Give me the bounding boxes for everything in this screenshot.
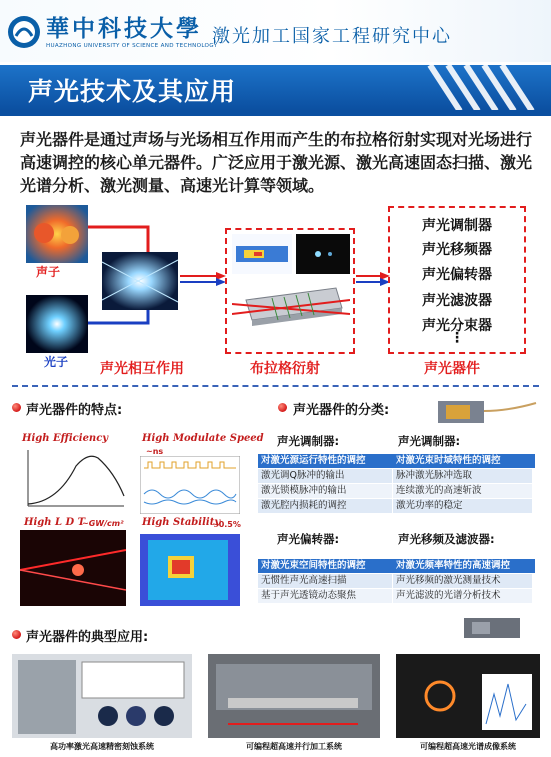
photon-image xyxy=(26,295,88,353)
photon-label: 光子 xyxy=(44,355,69,369)
section-divider xyxy=(12,385,539,387)
class-title-1: 声光调制器: xyxy=(277,434,340,448)
bullet-icon xyxy=(12,403,21,412)
class-row: 激光腔内损耗的调控 xyxy=(258,499,392,513)
center-name: 激光加工国家工程研究中心 xyxy=(212,26,452,47)
class-title-4: 声光移频及滤波器: xyxy=(398,532,495,546)
university-logo-icon xyxy=(6,14,42,50)
university-name-en: HUAZHONG UNIVERSITY OF SCIENCE AND TECHNOLOGY xyxy=(46,43,218,49)
plot-title-stability: High Stability xyxy=(142,517,221,528)
phonon-image xyxy=(26,205,88,263)
interaction-arrow xyxy=(180,270,226,290)
bragg-field-image xyxy=(232,234,292,274)
devices-caption: 声光器件 xyxy=(424,361,480,377)
class-table-header-3: 对激光束空间特性的调控 xyxy=(258,559,395,573)
classification-heading: 声光器件的分类: xyxy=(293,403,390,418)
class-row: 激光锁模脉冲的输出 xyxy=(258,484,392,498)
class-table-header-2: 对激光束时域特性的调控 xyxy=(393,454,535,468)
bragg-crystal-image xyxy=(232,278,350,340)
app-parallel-image xyxy=(208,654,380,738)
bragg-pattern-image xyxy=(296,234,350,274)
applications-heading: 声光器件的典型应用: xyxy=(26,630,149,645)
title-stripes-icon xyxy=(420,65,551,111)
class-row: 声光移频的激光测量技术 xyxy=(393,574,532,588)
class-row: 无惯性声光高速扫描 xyxy=(258,574,392,588)
device-splitter: 声光分束器 xyxy=(422,318,492,334)
intro-paragraph: 声光器件是通过声场与光场相互作用而产生的布拉格衍射实现对光场进行高速调控的核心单元器件。广泛应用于激光源、激光高速固态扫描、激光光谱分析、激光测量、高速光计算等领域。 xyxy=(20,130,533,195)
interaction-image xyxy=(102,252,178,310)
interaction-caption: 声光相互作用 xyxy=(100,361,184,377)
device-shifter: 声光移频器 xyxy=(422,242,492,258)
university-name: 華中科技大學 xyxy=(46,15,202,42)
ldt-laser-image xyxy=(20,530,126,606)
device-modulator: 声光调制器 xyxy=(422,218,492,234)
stability-annotation: ~0.5% xyxy=(212,520,241,529)
ldt-annotation: ~GW/cm² xyxy=(82,519,124,528)
efficiency-curve xyxy=(18,446,128,514)
class-table-header-1: 对激光源运行特性的调控 xyxy=(258,454,395,468)
speed-waveform xyxy=(140,456,240,514)
class-row: 声光滤波的光谱分析技术 xyxy=(393,589,532,603)
app-etching-image xyxy=(12,654,192,738)
device-deflector: 声光偏转器 xyxy=(422,267,492,283)
device-more: ⋮ xyxy=(450,330,464,346)
features-heading: 声光器件的特点: xyxy=(26,403,123,418)
plot-title-efficiency: High Efficiency xyxy=(22,433,109,444)
class-row: 激光调Q脉冲的输出 xyxy=(258,469,392,483)
bullet-icon xyxy=(12,630,21,639)
app-caption-2: 可编程超高速并行加工系统 xyxy=(246,742,342,751)
title-underline xyxy=(0,110,551,116)
bragg-arrow xyxy=(356,268,390,288)
stability-thermal-image xyxy=(140,534,240,606)
class-row: 连续激光的高速斩波 xyxy=(393,484,532,498)
phonon-label: 声子 xyxy=(36,265,61,279)
bragg-caption: 布拉格衍射 xyxy=(250,361,320,377)
class-row: 基于声光透镜动态聚焦 xyxy=(258,589,392,603)
class-row: 脉冲激光脉冲选取 xyxy=(393,469,532,483)
class-title-3: 声光偏转器: xyxy=(277,532,340,546)
app-caption-3: 可编程超高速光谱成像系统 xyxy=(420,742,516,751)
modulator-device-image xyxy=(428,391,538,431)
speed-annotation: ~ns xyxy=(146,447,164,456)
app-spectral-image xyxy=(396,654,540,738)
page-title: 声光技术及其应用 xyxy=(28,77,237,106)
class-row: 激光功率的稳定 xyxy=(393,499,532,513)
plot-title-ldt: High L D T xyxy=(24,517,86,528)
plot-title-speed: High Modulate Speed xyxy=(142,433,264,444)
bullet-icon xyxy=(278,403,287,412)
class-title-2: 声光调制器: xyxy=(398,434,461,448)
app-caption-1: 高功率激光高速精密刻蚀系统 xyxy=(50,742,154,751)
class-table-header-4: 对激光频率特性的高速调控 xyxy=(393,559,535,573)
device-filter: 声光滤波器 xyxy=(422,293,492,309)
shifter-device-image xyxy=(442,610,538,646)
